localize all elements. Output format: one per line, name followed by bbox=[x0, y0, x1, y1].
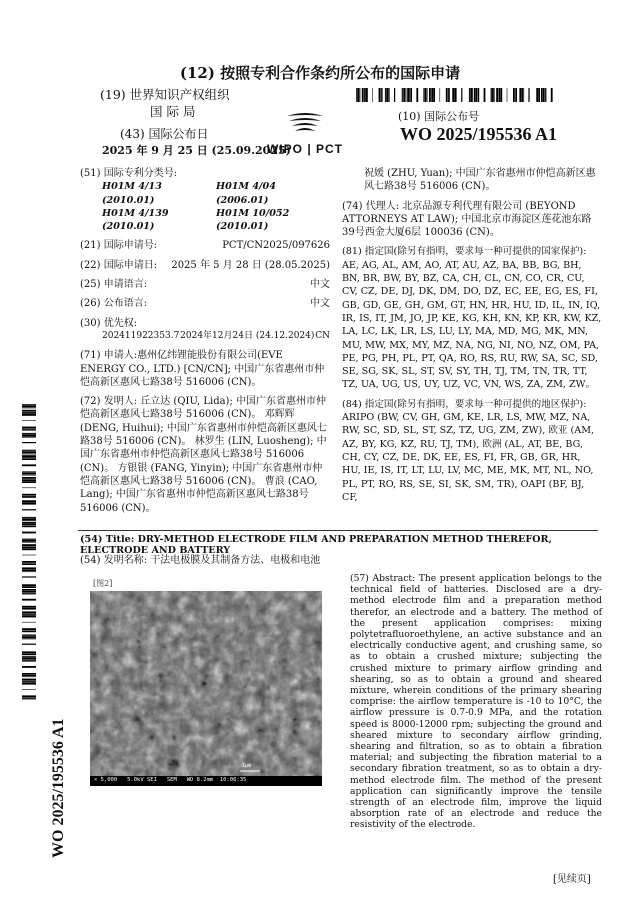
sem-image bbox=[90, 591, 322, 786]
lang: 中文 bbox=[310, 279, 330, 291]
ipc-4: H01M 10/052 (2010.01) bbox=[216, 207, 290, 233]
filing-label: (22) 国际申请日: bbox=[80, 259, 158, 271]
sem-info: × 5,000 5.0kV SEI SEM WD 8.2mm 10:06:35 bbox=[94, 777, 247, 783]
agent: (74) 代理人: 北京品源专利代理有限公司 (BEYOND ATTORNEYS AT LAW); 中国北京市海淀区莲花池东路39号西金大厦6层 100036 (CN)。 bbox=[342, 200, 592, 239]
continued-note: [见续页] bbox=[553, 874, 591, 885]
priority-no: 202411922353.7 bbox=[102, 330, 180, 341]
priority-date: 2024年12月24日 (24.12.2024) bbox=[180, 330, 315, 341]
pub-lang: 中文 bbox=[310, 298, 330, 310]
applicant: (71) 申请人:惠州亿纬锂能股份有限公司(EVE ENERGY CO., LTD.) [CN/CN]; 中国广东省惠州市仲恺高新区惠风七路38号 516006 (CN)。 bbox=[80, 350, 325, 388]
ipc-label: (51) 国际专利分类号: bbox=[80, 168, 178, 179]
pub-lang-label: (26) 公布语言: bbox=[80, 298, 148, 310]
appno-label: (21) 国际申请号: bbox=[80, 240, 158, 252]
wipo-logo bbox=[265, 112, 345, 156]
ipc-2: H01M 4/04 (2006.01) bbox=[216, 181, 276, 206]
pub-date-label: (43) 国际公布日 bbox=[120, 127, 209, 141]
designated-regional: (84) 指定国(除另有指明，要求每一种可提供的地区保护): ARIPO (BW, CV, GH, GM, KE, LR, LS, MW, MZ, NA, RW, SC, SD, SL, ST, SZ, TZ, UG, ZM, ZW), 欧亚 (AM, AZ, BY, KG, KZ, RU, TJ, TM), 欧洲 (AL, AT, BE, BG, CH, CY, CZ, DE, DK, EE, ES, FI, FR, GB, GR, HR, HU, IE, IS, IT, LT, LU, LV, MC, ME, MK, MT, NL, NO, PL, PT, RO, RS, SE, SI, SK, SM, TR), OAPI (BF, BJ, CF, bbox=[342, 398, 595, 503]
priority-cc: CN bbox=[315, 330, 330, 341]
org-line1: (19) 世界知识产权组织 bbox=[100, 87, 230, 102]
wipo-emblem-icon bbox=[265, 112, 345, 138]
inventors: (72) 发明人: 丘立达 (QIU, Lida); 中国广东省惠州市仲恺高新区惠风七路38号 516006 (CN)。 邓辉辉 (DENG, Huihui); 中国广东省惠州市仲恺高新区惠风七路38号 516006 (CN)。 林罗生 (LIN, Luosheng); 中国广东省惠州市仲恺高新区惠风七路38号 516006 (CN)。 方银银 (FANG, Yinyin); 中国广东省惠州市仲恺高新区惠风七路38号 516006 (CN)。 曹浪 (CAO, Lang); 中国广东省惠州市仲恺高新区惠风七路38号 516006 (CN)。 bbox=[80, 396, 327, 514]
designated-national: (81) 指定国(除另有指明，要求每一种可提供的国家保护): AE, AG, AL, AM, AO, AT, AU, AZ, BA, BB, BG, BH, BN, BR, BW, BY, BZ, CA, CH, CL, CN, CO, CR, CU, CV, CZ, DE, DJ, DK, DM, DO, DZ, EC, EE, EG, ES, FI, GB, GD, GE, GH, GM, GT, HN, HR, HU, ID, IL, IN, IQ, IR, IS, IT, JM, JO, JP, KE, KG, KH, KN, KP, KR, KW, KZ, LA, LC, LK, LR, LS, LU, LY, MA, MD, MG, MK, MN, MU, MW, MX, MY, MZ, NA, NG, NI, NO, NZ, OM, PA, PE, PG, PH, PL, PT, QA, RO, RS, RU, RW, SA, SC, SD, SE, SG, SK, SL, ST, SV, SY, TH, TJ, TM, TN, TR, TT, TZ, UA, UG, US, UY, UZ, VC, VN, WS, ZA, ZM, ZW。 bbox=[342, 246, 602, 391]
abstract: (57) Abstract: The present application belongs to the technical field of batteries. Disclosed are a dry-method electrode film and a preparation method therefor, an electrode and a battery. The method of the present application comprises: mixing polytetrafluoroethylene, an active substance and an electrically conductive agent, and crushing same, so as to obtain a crushed mixture; subjecting the crushed mixture to primary airflow grinding and shearing, so as to obtain a ground and sheared mixture, wherein conditions of the primary shearing comprise: the airflow temperature is -10 to 10°C, the airflow pressure is 0.7-0.9 MPa, and the rotation speed is 8000-12000 rpm; subjecting the ground and sheared mixture to secondary airflow grinding, shearing and filtration, so as to obtain a fibration material; and subjecting the fibration material to a secondary fibration treatment, so as to obtain a dry-method electrode film. The method of the present application can significantly improve the tensile strength of an electrode film, improve the liquid absorption rate of an electrode and reduce the resistivity of the electrode. bbox=[350, 573, 602, 831]
priority-label: (30) 优先权: bbox=[80, 317, 138, 329]
figure-label: [图2] bbox=[93, 579, 113, 588]
ipc-3: H01M 4/139 (2010.01) bbox=[102, 207, 169, 233]
filing-date: 2025 年 5 月 28 日 (28.05.2025) bbox=[171, 259, 330, 271]
sem-micrograph bbox=[90, 591, 322, 786]
appno: PCT/CN2025/097626 bbox=[222, 240, 330, 252]
barcode-left bbox=[22, 400, 36, 700]
pub-date: 2025 年 9 月 25 日 (25.09.2025) bbox=[102, 144, 291, 157]
inventor-cont: 祝媛 (ZHU, Yuan); 中国广东省惠州市仲恺高新区惠风七路38号 516006 (CN)。 bbox=[364, 168, 596, 193]
lang-label: (25) 申请语言: bbox=[80, 279, 148, 291]
document-title: (12) 按照专利合作条约所公布的国际申请 bbox=[179, 64, 461, 82]
right-column bbox=[342, 167, 602, 504]
title-en: (54) Title: DRY-METHOD ELECTRODE FILM AND PREPARATION METHOD THEREFOR, ELECTRODE AND BATTERY bbox=[80, 534, 552, 556]
org-line2: 国 际 局 bbox=[150, 104, 196, 119]
ipc-1: H01M 4/13 (2010.01) bbox=[102, 181, 162, 206]
pub-no: WO 2025/195536 A1 bbox=[400, 124, 558, 144]
barcode-top bbox=[352, 88, 557, 102]
title-cn: (54) 发明名称: 干法电极膜及其制备方法、电极和电池 bbox=[80, 555, 321, 566]
wipo-text: WIPO | PCT bbox=[266, 142, 344, 156]
left-column bbox=[80, 167, 330, 515]
pub-no-label: (10) 国际公布号 bbox=[398, 110, 480, 123]
side-pub-no: WO 2025/195536 A1 bbox=[50, 718, 67, 858]
scalebar-label: 1μm bbox=[242, 763, 252, 769]
divider bbox=[78, 530, 598, 531]
